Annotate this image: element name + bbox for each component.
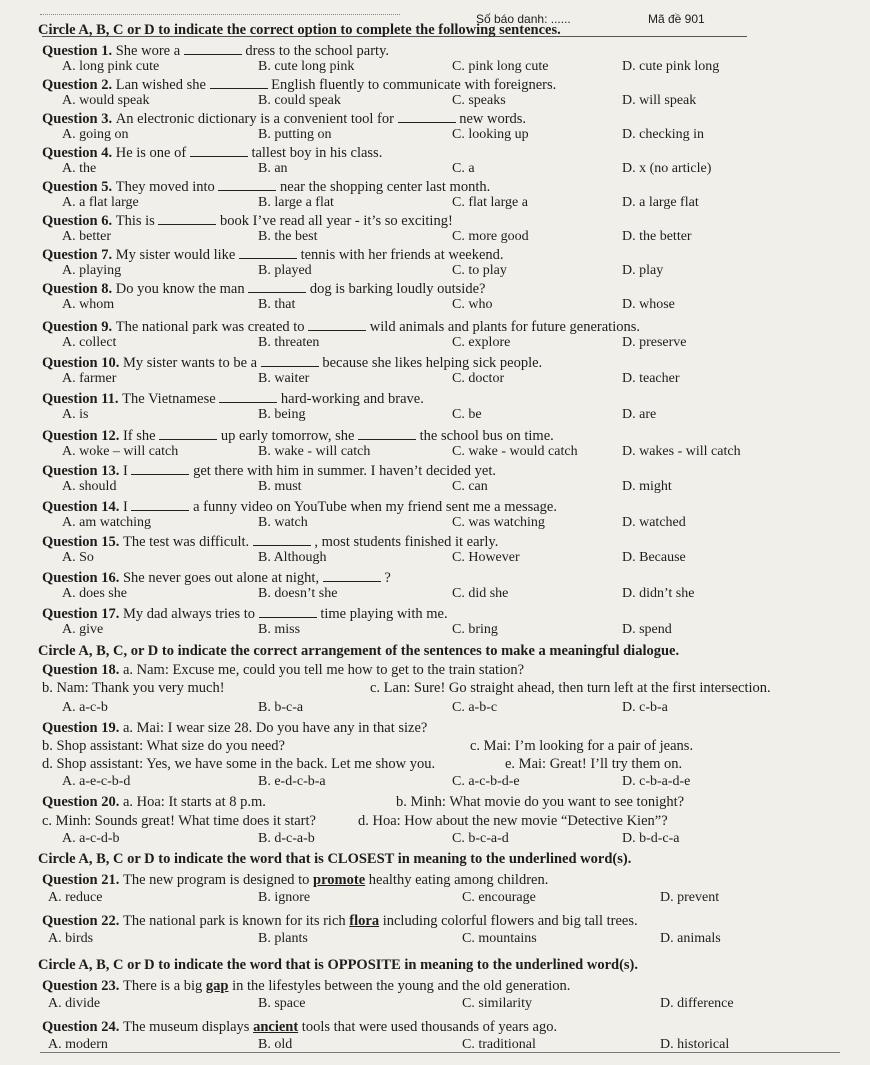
- option-d[interactable]: D. teacher: [622, 371, 680, 386]
- dialogue-line: b. Minh: What movie do you want to see tonight?: [396, 794, 685, 810]
- question-label: Question 11.: [42, 391, 123, 407]
- dialogue-line-c: [470, 738, 693, 755]
- answer-blank: [131, 498, 189, 511]
- question-stem: [42, 212, 453, 230]
- question-stem: [42, 913, 638, 930]
- option-b[interactable]: B. plants: [258, 931, 308, 946]
- option-d[interactable]: D. prevent: [660, 890, 720, 905]
- question-text: My sister wants to be a: [122, 355, 261, 371]
- underlined-word: flora: [349, 913, 380, 929]
- option-c[interactable]: C. who: [452, 297, 493, 312]
- option-a[interactable]: A. going on: [62, 127, 129, 142]
- question-text: She wore a: [115, 43, 184, 59]
- option-c[interactable]: C. mountains: [462, 931, 537, 946]
- option-a[interactable]: A. a-e-c-b-d: [62, 774, 131, 789]
- question-label: Question 24.: [42, 1019, 123, 1035]
- question-text: The museum displays: [122, 1019, 254, 1035]
- dialogue-line: a. Nam: Excuse me, could you tell me how to get to the train station?: [122, 662, 525, 678]
- question-text: including colorful flowers and big tall trees.: [379, 913, 638, 929]
- dialogue-line-a: [42, 662, 524, 679]
- option-b[interactable]: B. miss: [258, 622, 301, 637]
- question-text: The Vietnamese: [122, 391, 220, 407]
- option-b[interactable]: B. space: [258, 996, 306, 1011]
- question-text: The new program is designed to: [122, 872, 314, 888]
- option-c[interactable]: C. pink long cute: [452, 59, 549, 74]
- exam-code: Mã đề 901: [648, 12, 705, 26]
- question-label: Question 14.: [42, 499, 123, 515]
- question-stem: [42, 872, 548, 889]
- dialogue-line: d. Shop assistant: Yes, we have some in the back. Let me show you.: [42, 756, 436, 772]
- option-a[interactable]: A. So: [62, 550, 94, 565]
- option-a[interactable]: A. woke – will catch: [62, 444, 179, 459]
- dialogue-line: c. Mai: I’m looking for a pair of jeans.: [470, 738, 694, 754]
- option-a[interactable]: A. should: [62, 479, 117, 494]
- option-d[interactable]: D. are: [622, 407, 657, 422]
- question-label: Question 3.: [42, 111, 116, 127]
- option-d[interactable]: D. c-b-a-d-e: [622, 774, 691, 789]
- option-d[interactable]: D. x (no article): [622, 161, 712, 176]
- question-text: I: [122, 499, 132, 515]
- question-text: because she likes helping sick people.: [318, 355, 543, 371]
- option-d[interactable]: D. play: [622, 263, 664, 278]
- answer-blank: [190, 144, 248, 157]
- question-text: near the shopping center last month.: [276, 179, 491, 195]
- option-b[interactable]: B. large a flat: [258, 195, 334, 210]
- option-c[interactable]: C. a-c-b-d-e: [452, 774, 520, 789]
- option-b[interactable]: B. e-d-c-b-a: [258, 774, 326, 789]
- option-d[interactable]: D. preserve: [622, 335, 687, 350]
- option-d[interactable]: D. might: [622, 479, 672, 494]
- question-stem: [42, 462, 496, 480]
- dialogue-line: a. Hoa: It starts at 8 p.m.: [122, 794, 266, 810]
- question-label: Question 12.: [42, 428, 123, 444]
- option-a[interactable]: A. birds: [48, 931, 94, 946]
- dialogue-line-a: [42, 794, 266, 811]
- option-a[interactable]: A. modern: [48, 1037, 108, 1052]
- option-c[interactable]: C. b-c-a-d: [452, 831, 509, 846]
- dialogue-line-e: [505, 756, 682, 773]
- option-d[interactable]: D. c-b-a: [622, 700, 668, 715]
- question-label: Question 21.: [42, 872, 123, 888]
- option-a[interactable]: A. the: [62, 161, 97, 176]
- question-stem: [42, 110, 526, 128]
- option-d[interactable]: D. cute pink long: [622, 59, 720, 74]
- question-stem: [42, 978, 570, 995]
- question-text: Lan wished she: [115, 77, 210, 93]
- dialogue-line-d: [358, 813, 668, 830]
- option-d[interactable]: D. checking in: [622, 127, 705, 142]
- option-c[interactable]: C. speaks: [452, 93, 506, 108]
- option-c[interactable]: C. more good: [452, 229, 529, 244]
- answer-blank: [159, 427, 217, 440]
- option-b[interactable]: B. cute long pink: [258, 59, 355, 74]
- option-d[interactable]: D. difference: [660, 996, 734, 1011]
- option-a[interactable]: A. long pink cute: [62, 59, 160, 74]
- question-stem: [42, 144, 382, 162]
- answer-blank: [184, 42, 242, 55]
- answer-blank: [131, 462, 189, 475]
- question-text: wild animals and plants for future generations.: [366, 319, 640, 335]
- question-text: get there with him in summer. I haven’t decided yet.: [189, 463, 497, 479]
- dialogue-line: b. Nam: Thank you very much!: [42, 680, 225, 696]
- dialogue-line-c: [42, 813, 316, 830]
- question-text: There is a big: [122, 978, 206, 994]
- question-text: The test was difficult.: [122, 534, 253, 550]
- dialogue-line: a. Mai: I wear size 28. Do you have any in that size?: [122, 720, 428, 736]
- question-text: The national park was created to: [115, 319, 309, 335]
- question-stem: [42, 42, 389, 60]
- option-a[interactable]: A. a-c-b: [62, 700, 108, 715]
- answer-blank: [218, 178, 276, 191]
- question-text: They moved into: [115, 179, 219, 195]
- underlined-word: gap: [205, 978, 229, 994]
- option-c[interactable]: C. was watching: [452, 515, 545, 530]
- question-label: Question 20.: [42, 794, 123, 810]
- option-b[interactable]: B. being: [258, 407, 306, 422]
- option-c[interactable]: C. similarity: [462, 996, 532, 1011]
- dialogue-line-b: [396, 794, 684, 811]
- option-b[interactable]: B. putting on: [258, 127, 332, 142]
- option-c[interactable]: C. encourage: [462, 890, 536, 905]
- dialogue-line: d. Hoa: How about the new movie “Detective Kien”?: [358, 813, 668, 829]
- question-text: My dad always tries to: [122, 606, 259, 622]
- option-a[interactable]: A. reduce: [48, 890, 103, 905]
- option-c[interactable]: C. bring: [452, 622, 498, 637]
- question-stem: [42, 354, 542, 372]
- dialogue-line-b: [42, 738, 285, 755]
- question-text: healthy eating among children.: [365, 872, 549, 888]
- question-stem: [42, 246, 504, 264]
- question-text: a funny video on YouTube when my friend sent me a message.: [189, 499, 557, 515]
- question-label: Question 15.: [42, 534, 123, 550]
- question-stem: [42, 76, 556, 94]
- answer-blank: [219, 390, 277, 403]
- option-b[interactable]: B. an: [258, 161, 288, 176]
- section-instruction: Circle A, B, C or D to indicate the word that is CLOSEST in meaning to the underlined word(s).: [38, 851, 632, 867]
- question-text: The national park is known for its rich: [122, 913, 350, 929]
- question-text: , most students finished it early.: [310, 534, 499, 550]
- question-label: Question 16.: [42, 570, 123, 586]
- answer-blank: [261, 354, 319, 367]
- answer-blank: [248, 280, 306, 293]
- dialogue-line-a: [42, 720, 427, 737]
- question-text: tools that were used thousands of years ago.: [298, 1019, 558, 1035]
- option-a[interactable]: A. does she: [62, 586, 127, 601]
- answer-blank: [398, 110, 456, 123]
- question-stem: [42, 427, 554, 445]
- option-b[interactable]: B. must: [258, 479, 302, 494]
- option-b[interactable]: B. d-c-a-b: [258, 831, 315, 846]
- option-a[interactable]: A. give: [62, 622, 104, 637]
- dialogue-line-b: [42, 680, 225, 697]
- option-d[interactable]: D. b-d-c-a: [622, 831, 680, 846]
- question-label: Question 2.: [42, 77, 116, 93]
- option-d[interactable]: D. Because: [622, 550, 686, 565]
- underlined-word: promote: [313, 872, 366, 888]
- option-a[interactable]: A. farmer: [62, 371, 117, 386]
- question-text: He is one of: [115, 145, 190, 161]
- question-stem: [42, 569, 391, 587]
- answer-blank: [210, 76, 268, 89]
- section-instruction: Circle A, B, C or D to indicate the word that is OPPOSITE in meaning to the underlined word(s).: [38, 957, 639, 973]
- question-stem: [42, 533, 498, 551]
- question-text: If she: [122, 428, 160, 444]
- question-text: the school bus on time.: [416, 428, 554, 444]
- option-d[interactable]: D. didn’t she: [622, 586, 695, 601]
- question-text: English fluently to communicate with foreigners.: [267, 77, 557, 93]
- question-stem: [42, 605, 448, 623]
- answer-blank: [308, 318, 366, 331]
- answer-blank: [253, 533, 311, 546]
- question-label: Question 5.: [42, 179, 116, 195]
- question-text: in the lifestyles between the young and the old generation.: [228, 978, 571, 994]
- question-text: up early tomorrow, she: [217, 428, 359, 444]
- question-text: An electronic dictionary is a convenient tool for: [115, 111, 398, 127]
- option-a[interactable]: A. would speak: [62, 93, 150, 108]
- option-a[interactable]: A. whom: [62, 297, 115, 312]
- question-text: time playing with me.: [316, 606, 448, 622]
- option-c[interactable]: C. wake - would catch: [452, 444, 578, 459]
- underlined-word: ancient: [253, 1019, 299, 1035]
- dialogue-line-d: [42, 756, 435, 773]
- section-1-instruction: Circle A, B, C or D to indicate the correct option to complete the following sentences.: [38, 22, 561, 38]
- option-a[interactable]: A. divide: [48, 996, 101, 1011]
- option-b[interactable]: B. threaten: [258, 335, 320, 350]
- option-c[interactable]: C. doctor: [452, 371, 505, 386]
- question-stem: [42, 498, 557, 516]
- option-b[interactable]: B. Although: [258, 550, 327, 565]
- option-d[interactable]: D. watched: [622, 515, 686, 530]
- option-d[interactable]: D. animals: [660, 931, 721, 946]
- question-text: tennis with her friends at weekend.: [296, 247, 504, 263]
- footer-rule: [40, 1052, 840, 1053]
- question-stem: [42, 390, 424, 408]
- question-text: Do you know the man: [115, 281, 249, 297]
- question-text: new words.: [455, 111, 527, 127]
- option-d[interactable]: D. wakes - will catch: [622, 444, 741, 459]
- option-b[interactable]: B. watch: [258, 515, 308, 530]
- option-d[interactable]: D. historical: [660, 1037, 730, 1052]
- option-c[interactable]: C. did she: [452, 586, 509, 601]
- option-a[interactable]: A. playing: [62, 263, 122, 278]
- question-stem: [42, 318, 640, 336]
- option-b[interactable]: B. b-c-a: [258, 700, 304, 715]
- option-c[interactable]: C. traditional: [462, 1037, 536, 1052]
- dialogue-line: c. Lan: Sure! Go straight ahead, then turn left at the first intersection.: [370, 680, 771, 696]
- question-text: My sister would like: [115, 247, 239, 263]
- question-stem: [42, 280, 485, 298]
- answer-blank: [323, 569, 381, 582]
- candidate-number: Số báo danh: ......: [476, 12, 571, 26]
- answer-blank: [358, 427, 416, 440]
- question-label: Question 1.: [42, 43, 116, 59]
- option-c[interactable]: C. to play: [452, 263, 507, 278]
- question-label: Question 22.: [42, 913, 123, 929]
- option-b[interactable]: B. old: [258, 1037, 293, 1052]
- option-a[interactable]: A. collect: [62, 335, 117, 350]
- option-d[interactable]: D. a large flat: [622, 195, 699, 210]
- question-label: Question 4.: [42, 145, 116, 161]
- question-text: This is: [115, 213, 159, 229]
- option-a[interactable]: A. a flat large: [62, 195, 139, 210]
- option-b[interactable]: B. doesn’t she: [258, 586, 338, 601]
- option-c[interactable]: C. a: [452, 161, 475, 176]
- answer-blank: [259, 605, 317, 618]
- question-label: Question 13.: [42, 463, 123, 479]
- question-label: Question 7.: [42, 247, 116, 263]
- option-c[interactable]: C. a-b-c: [452, 700, 498, 715]
- question-stem: [42, 178, 490, 196]
- question-label: Question 18.: [42, 662, 123, 678]
- option-b[interactable]: B. the best: [258, 229, 318, 244]
- name-dotted-line: [40, 14, 400, 15]
- option-a[interactable]: A. better: [62, 229, 111, 244]
- option-d[interactable]: D. whose: [622, 297, 675, 312]
- question-text: dress to the school party.: [241, 43, 390, 59]
- question-label: Question 9.: [42, 319, 116, 335]
- question-text: tallest boy in his class.: [247, 145, 383, 161]
- option-c[interactable]: C. However: [452, 550, 520, 565]
- option-d[interactable]: D. will speak: [622, 93, 697, 108]
- dialogue-line: b. Shop assistant: What size do you need?: [42, 738, 285, 754]
- option-c[interactable]: C. looking up: [452, 127, 529, 142]
- option-a[interactable]: A. a-c-d-b: [62, 831, 120, 846]
- question-label: Question 6.: [42, 213, 116, 229]
- dialogue-line: e. Mai: Great! I’ll try them on.: [505, 756, 683, 772]
- section-instruction: Circle A, B, C, or D to indicate the correct arrangement of the sentences to make a meaningful dialogue.: [38, 643, 680, 659]
- question-label: Question 10.: [42, 355, 123, 371]
- dialogue-line-c: [370, 680, 771, 697]
- question-label: Question 19.: [42, 720, 123, 736]
- option-c[interactable]: C. flat large a: [452, 195, 528, 210]
- question-label: Question 8.: [42, 281, 116, 297]
- option-c[interactable]: C. be: [452, 407, 482, 422]
- option-b[interactable]: B. could speak: [258, 93, 341, 108]
- option-b[interactable]: B. played: [258, 263, 312, 278]
- option-b[interactable]: B. wake - will catch: [258, 444, 371, 459]
- question-label: Question 17.: [42, 606, 123, 622]
- question-text: She never goes out alone at night,: [122, 570, 323, 586]
- option-d[interactable]: D. spend: [622, 622, 672, 637]
- option-b[interactable]: B. that: [258, 297, 296, 312]
- answer-blank: [239, 246, 297, 259]
- question-text: hard-working and brave.: [277, 391, 424, 407]
- question-label: Question 23.: [42, 978, 123, 994]
- option-d[interactable]: D. the better: [622, 229, 692, 244]
- question-stem: [42, 1019, 557, 1036]
- option-c[interactable]: C. can: [452, 479, 488, 494]
- dialogue-line: c. Minh: Sounds great! What time does it start?: [42, 813, 316, 829]
- option-a[interactable]: A. is: [62, 407, 89, 422]
- answer-blank: [158, 212, 216, 225]
- question-text: I: [122, 463, 132, 479]
- option-b[interactable]: B. ignore: [258, 890, 311, 905]
- option-a[interactable]: A. am watching: [62, 515, 152, 530]
- option-c[interactable]: C. explore: [452, 335, 511, 350]
- question-text: book I’ve read all year - it’s so exciting!: [216, 213, 453, 229]
- question-text: dog is barking loudly outside?: [306, 281, 486, 297]
- option-b[interactable]: B. waiter: [258, 371, 310, 386]
- question-text: ?: [380, 570, 391, 586]
